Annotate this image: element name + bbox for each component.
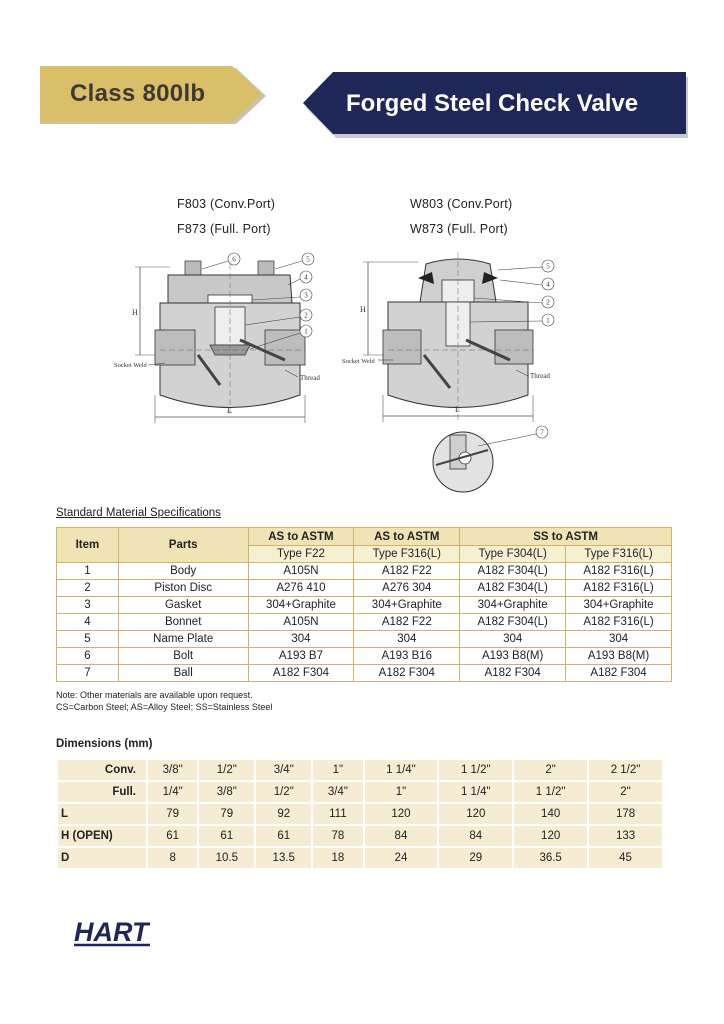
spec-part-cell: Body bbox=[118, 563, 248, 580]
dims-cell: 29 bbox=[439, 848, 512, 868]
note-materials: Note: Other materials are available upon request. bbox=[56, 690, 253, 700]
dims-cell: 61 bbox=[199, 826, 254, 846]
l-dimension-label-w: L bbox=[455, 405, 460, 414]
hart-logo bbox=[72, 915, 154, 954]
callout-1: 1 bbox=[304, 327, 308, 336]
spec-material-cell: A105N bbox=[248, 563, 354, 580]
spec-row bbox=[57, 563, 672, 580]
callout-2-w: 2 bbox=[546, 298, 550, 307]
col-group-as1: AS to ASTM bbox=[248, 528, 354, 546]
callout-5-w: 5 bbox=[546, 262, 550, 271]
spec-item-cell: 2 bbox=[57, 580, 119, 597]
dims-row-full bbox=[58, 782, 662, 802]
spec-material-cell: A182 F304(L) bbox=[460, 614, 566, 631]
callout-2: 2 bbox=[304, 311, 308, 320]
dims-cell: 79 bbox=[199, 804, 254, 824]
dims-cell: 1/2" bbox=[256, 782, 311, 802]
dims-cell: 3/8" bbox=[148, 760, 197, 780]
dims-row-h bbox=[58, 826, 662, 846]
note-abbreviations: CS=Carbon Steel; AS=Alloy Steel; SS=Stainless Steel bbox=[56, 702, 273, 712]
spec-material-cell: A182 F22 bbox=[354, 563, 460, 580]
dims-cell: 79 bbox=[148, 804, 197, 824]
spec-item-cell: 7 bbox=[57, 665, 119, 682]
col-item-header: Item bbox=[57, 528, 119, 563]
dims-cell: 78 bbox=[313, 826, 362, 846]
spec-row bbox=[57, 665, 672, 682]
socket-weld-label: Socket Weld bbox=[114, 362, 147, 369]
valve-threaded-diagram bbox=[110, 245, 345, 430]
spec-material-cell: A182 F22 bbox=[354, 614, 460, 631]
spec-material-cell: 304+Graphite bbox=[566, 597, 672, 614]
spec-material-cell: 304 bbox=[354, 631, 460, 648]
spec-material-cell: A193 B16 bbox=[354, 648, 460, 665]
spec-part-cell: Name Plate bbox=[118, 631, 248, 648]
spec-material-cell: A193 B8(M) bbox=[566, 648, 672, 665]
dims-cell: 120 bbox=[514, 826, 587, 846]
dims-cell: 1 1/4" bbox=[439, 782, 512, 802]
dims-cell: 1/2" bbox=[199, 760, 254, 780]
dims-d-label: D bbox=[58, 848, 146, 868]
dims-cell: 1" bbox=[365, 782, 438, 802]
valve-drawing-threaded bbox=[110, 245, 345, 435]
callout-3: 3 bbox=[304, 291, 308, 300]
model-f803-caption: F803 (Conv.Port) bbox=[177, 197, 276, 211]
dims-l-label: L bbox=[58, 804, 146, 824]
dims-cell: 84 bbox=[365, 826, 438, 846]
spec-part-cell: Bolt bbox=[118, 648, 248, 665]
dims-cell: 1 1/2" bbox=[514, 782, 587, 802]
dims-cell: 10.5 bbox=[199, 848, 254, 868]
dims-cell: 61 bbox=[148, 826, 197, 846]
callout-6: 6 bbox=[232, 255, 236, 264]
dims-cell: 3/4" bbox=[313, 782, 362, 802]
spec-part-cell: Gasket bbox=[118, 597, 248, 614]
spec-title: Standard Material Specifications bbox=[56, 507, 221, 519]
dims-row-conv bbox=[58, 760, 662, 780]
dims-cell: 111 bbox=[313, 804, 362, 824]
dims-cell: 133 bbox=[589, 826, 662, 846]
dims-row-d bbox=[58, 848, 662, 868]
spec-material-cell: A182 F316(L) bbox=[566, 563, 672, 580]
dimensions-table bbox=[56, 758, 664, 870]
page-title: Forged Steel Check Valve bbox=[346, 90, 639, 117]
h-dimension-label-w: H bbox=[360, 305, 366, 314]
dims-cell: 1 1/2" bbox=[439, 760, 512, 780]
spec-material-cell: 304+Graphite bbox=[354, 597, 460, 614]
dims-cell: 36.5 bbox=[514, 848, 587, 868]
type-header: Type F22 bbox=[248, 546, 354, 563]
spec-material-cell: A182 F316(L) bbox=[566, 580, 672, 597]
dims-cell: 3/8" bbox=[199, 782, 254, 802]
spec-material-cell: 304+Graphite bbox=[248, 597, 354, 614]
spec-material-cell: 304 bbox=[566, 631, 672, 648]
dims-cell: 120 bbox=[439, 804, 512, 824]
valve-welded-diagram bbox=[338, 250, 573, 495]
dims-cell: 2 1/2" bbox=[589, 760, 662, 780]
dims-cell: 3/4" bbox=[256, 760, 311, 780]
spec-material-cell: A276 304 bbox=[354, 580, 460, 597]
dims-cell: 178 bbox=[589, 804, 662, 824]
callout-7-w: 7 bbox=[540, 428, 544, 437]
logo-text: HART bbox=[74, 917, 149, 947]
title-banner bbox=[303, 72, 688, 138]
spec-material-cell: A182 F304(L) bbox=[460, 563, 566, 580]
callout-4: 4 bbox=[304, 273, 308, 282]
spec-material-cell: A182 F304(L) bbox=[460, 580, 566, 597]
spec-row bbox=[57, 614, 672, 631]
model-w873-caption: W873 (Full. Port) bbox=[410, 222, 508, 236]
class-label: Class 800lb bbox=[70, 80, 206, 107]
spec-item-cell: 6 bbox=[57, 648, 119, 665]
type-header: Type F304(L) bbox=[460, 546, 566, 563]
spec-row bbox=[57, 580, 672, 597]
spec-material-cell: A182 F316(L) bbox=[566, 614, 672, 631]
col-group-as2: AS to ASTM bbox=[354, 528, 460, 546]
material-spec-table bbox=[56, 527, 672, 682]
spec-item-cell: 3 bbox=[57, 597, 119, 614]
spec-item-cell: 1 bbox=[57, 563, 119, 580]
spec-material-cell: A182 F304 bbox=[354, 665, 460, 682]
thread-label-w: Thread bbox=[530, 372, 550, 380]
spec-item-cell: 4 bbox=[57, 614, 119, 631]
type-header: Type F316(L) bbox=[354, 546, 460, 563]
col-group-ss: SS to ASTM bbox=[460, 528, 672, 546]
class-banner bbox=[40, 66, 268, 126]
socket-weld-label-w: Socket Weld bbox=[342, 358, 375, 365]
callout-4-w: 4 bbox=[546, 280, 550, 289]
spec-row bbox=[57, 631, 672, 648]
spec-table-body bbox=[57, 563, 672, 682]
dimensions-title: Dimensions (mm) bbox=[56, 738, 153, 750]
dims-cell: 92 bbox=[256, 804, 311, 824]
model-w803-caption: W803 (Conv.Port) bbox=[410, 197, 513, 211]
spec-row bbox=[57, 597, 672, 614]
spec-material-cell: A182 F304 bbox=[566, 665, 672, 682]
dims-h-label: H (OPEN) bbox=[58, 826, 146, 846]
spec-item-cell: 5 bbox=[57, 631, 119, 648]
spec-material-cell: A193 B7 bbox=[248, 648, 354, 665]
thread-label: Thread bbox=[300, 374, 320, 382]
dims-cell: 120 bbox=[365, 804, 438, 824]
dims-cell: 13.5 bbox=[256, 848, 311, 868]
spec-material-cell: 304 bbox=[248, 631, 354, 648]
spec-material-cell: 304 bbox=[460, 631, 566, 648]
dims-row-l bbox=[58, 804, 662, 824]
model-f873-caption: F873 (Full. Port) bbox=[177, 222, 271, 236]
col-parts-header: Parts bbox=[118, 528, 248, 563]
callout-1-w: 1 bbox=[546, 316, 550, 325]
spec-material-cell: A182 F304 bbox=[248, 665, 354, 682]
type-header: Type F316(L) bbox=[566, 546, 672, 563]
dims-cell: 2" bbox=[514, 760, 587, 780]
spec-part-cell: Bonnet bbox=[118, 614, 248, 631]
dims-cell: 18 bbox=[313, 848, 362, 868]
callout-5: 5 bbox=[306, 255, 310, 264]
dims-cell: 8 bbox=[148, 848, 197, 868]
spec-material-cell: A193 B8(M) bbox=[460, 648, 566, 665]
spec-part-cell: Ball bbox=[118, 665, 248, 682]
valve-drawing-welded bbox=[338, 250, 573, 500]
spec-part-cell: Piston Disc bbox=[118, 580, 248, 597]
dims-cell: 2" bbox=[589, 782, 662, 802]
dims-cell: 1" bbox=[313, 760, 362, 780]
spec-material-cell: A182 F304 bbox=[460, 665, 566, 682]
dims-cell: 1 1/4" bbox=[365, 760, 438, 780]
dims-cell: 61 bbox=[256, 826, 311, 846]
dims-cell: 45 bbox=[589, 848, 662, 868]
spec-row bbox=[57, 648, 672, 665]
dims-cell: 140 bbox=[514, 804, 587, 824]
dims-conv-label: Conv. bbox=[58, 760, 146, 780]
spec-material-cell: 304+Graphite bbox=[460, 597, 566, 614]
dims-cell: 24 bbox=[365, 848, 438, 868]
l-dimension-label: L bbox=[227, 406, 232, 415]
dims-cell: 1/4" bbox=[148, 782, 197, 802]
dims-cell: 84 bbox=[439, 826, 512, 846]
dims-full-label: Full. bbox=[58, 782, 146, 802]
h-dimension-label: H bbox=[132, 308, 138, 317]
spec-material-cell: A105N bbox=[248, 614, 354, 631]
spec-material-cell: A276 410 bbox=[248, 580, 354, 597]
hart-logo-mark bbox=[72, 915, 154, 949]
